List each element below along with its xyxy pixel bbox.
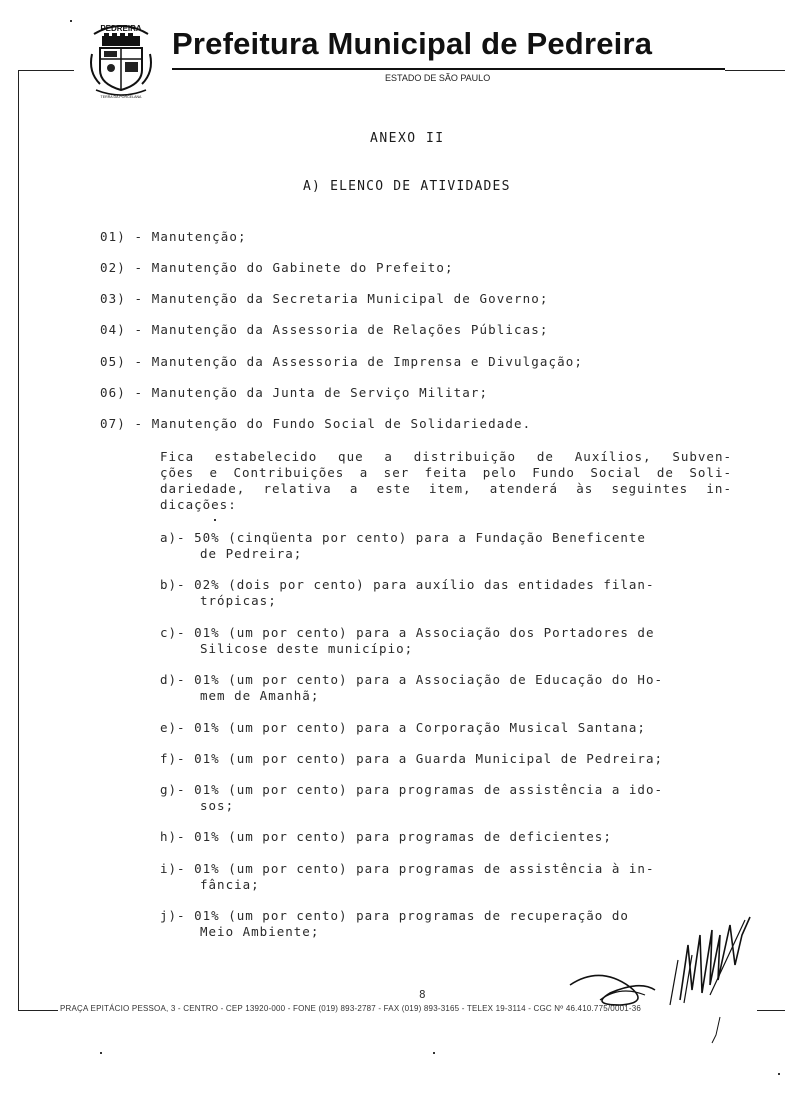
distribution-subitem bbox=[160, 577, 732, 609]
scan-speck bbox=[433, 1052, 435, 1054]
distribution-paragraph bbox=[160, 449, 732, 513]
subitem-line: i)- 01% (um por cento) para programas de assistência à in- bbox=[160, 861, 655, 876]
frame-line bbox=[18, 70, 19, 1010]
distribution-subitem bbox=[160, 829, 732, 845]
page-number: 8 bbox=[419, 988, 426, 1001]
distribution-subitem bbox=[160, 782, 732, 814]
distribution-subitem bbox=[160, 751, 732, 767]
distribution-subitem bbox=[160, 861, 732, 893]
scan-speck bbox=[70, 20, 72, 22]
paragraph-line: ções e Contribuições a ser feita pelo Fundo Social de Soli- bbox=[160, 465, 732, 480]
subitem-continuation: fância; bbox=[200, 877, 260, 892]
scan-speck bbox=[778, 1073, 780, 1075]
subitem-continuation: Meio Ambiente; bbox=[200, 924, 320, 939]
handwritten-signature-icon bbox=[560, 905, 780, 1045]
section-heading: A) ELENCO DE ATIVIDADES bbox=[303, 179, 511, 194]
subitem-continuation: mem de Amanhã; bbox=[200, 688, 320, 703]
annex-heading: ANEXO II bbox=[370, 131, 445, 146]
activity-item: 02) - Manutenção do Gabinete do Prefeito; bbox=[100, 260, 454, 275]
frame-line bbox=[725, 70, 785, 71]
municipality-title: Prefeitura Municipal de Pedreira bbox=[172, 26, 653, 61]
paragraph-line: Fica estabelecido que a distribuição de Auxílios, Subven- bbox=[160, 449, 732, 464]
frame-line bbox=[18, 70, 74, 71]
scan-speck bbox=[100, 1052, 102, 1054]
subitem-line: d)- 01% (um por cento) para a Associação de Educação do Ho- bbox=[160, 672, 664, 687]
crest-banner-text: PEDREIRA bbox=[100, 24, 142, 33]
subitem-line: a)- 50% (cinqüenta por cento) para a Fundação Beneficente bbox=[160, 530, 646, 545]
subitem-continuation: trópicas; bbox=[200, 593, 277, 608]
scan-speck bbox=[214, 519, 216, 521]
distribution-subitem bbox=[160, 530, 732, 562]
subitem-line: c)- 01% (um por cento) para a Associação dos Portadores de bbox=[160, 625, 655, 640]
paragraph-line: dicações: bbox=[160, 497, 237, 512]
header-rule bbox=[172, 68, 725, 70]
footer-address: PRAÇA EPITÁCIO PESSOA, 3 - CENTRO - CEP 13920-000 - FONE (019) 893-2787 - FAX (019) 893-3165 - TELEX 19-3114 - CGC Nº 46.410.775/0001-36 bbox=[60, 1004, 642, 1013]
crest-motto-text: TERRA DA PORCELANA bbox=[100, 95, 142, 99]
activity-item: 03) - Manutenção da Secretaria Municipal de Governo; bbox=[100, 291, 549, 306]
activity-item: 06) - Manutenção da Junta de Serviço Militar; bbox=[100, 385, 489, 400]
activity-item: 07) - Manutenção do Fundo Social de Solidariedade. bbox=[100, 416, 532, 431]
activity-item: 01) - Manutenção; bbox=[100, 229, 247, 244]
subitem-line: h)- 01% (um por cento) para programas de deficientes; bbox=[160, 829, 612, 844]
activity-item: 05) - Manutenção da Assessoria de Imprensa e Divulgação; bbox=[100, 354, 584, 369]
subitem-continuation: de Pedreira; bbox=[200, 546, 303, 561]
subitem-line: e)- 01% (um por cento) para a Corporação Musical Santana; bbox=[160, 720, 646, 735]
frame-line bbox=[18, 1010, 58, 1011]
subitem-continuation: Silicose deste município; bbox=[200, 641, 414, 656]
subitem-line: g)- 01% (um por cento) para programas de assistência a ido- bbox=[160, 782, 664, 797]
municipal-crest-icon bbox=[86, 14, 156, 104]
subitem-line: f)- 01% (um por cento) para a Guarda Municipal de Pedreira; bbox=[160, 751, 664, 766]
activity-item: 04) - Manutenção da Assessoria de Relações Públicas; bbox=[100, 322, 549, 337]
distribution-subitem bbox=[160, 720, 732, 736]
subitem-line: b)- 02% (dois por cento) para auxílio das entidades filan- bbox=[160, 577, 655, 592]
paragraph-line: dariedade, relativa a este item, atenderá às seguintes in- bbox=[160, 481, 732, 496]
distribution-subitem bbox=[160, 625, 732, 657]
state-subtitle: ESTADO DE SÃO PAULO bbox=[385, 73, 491, 83]
subitem-line: j)- 01% (um por cento) para programas de recuperação do bbox=[160, 908, 629, 923]
distribution-subitem bbox=[160, 672, 732, 704]
subitem-continuation: sos; bbox=[200, 798, 235, 813]
